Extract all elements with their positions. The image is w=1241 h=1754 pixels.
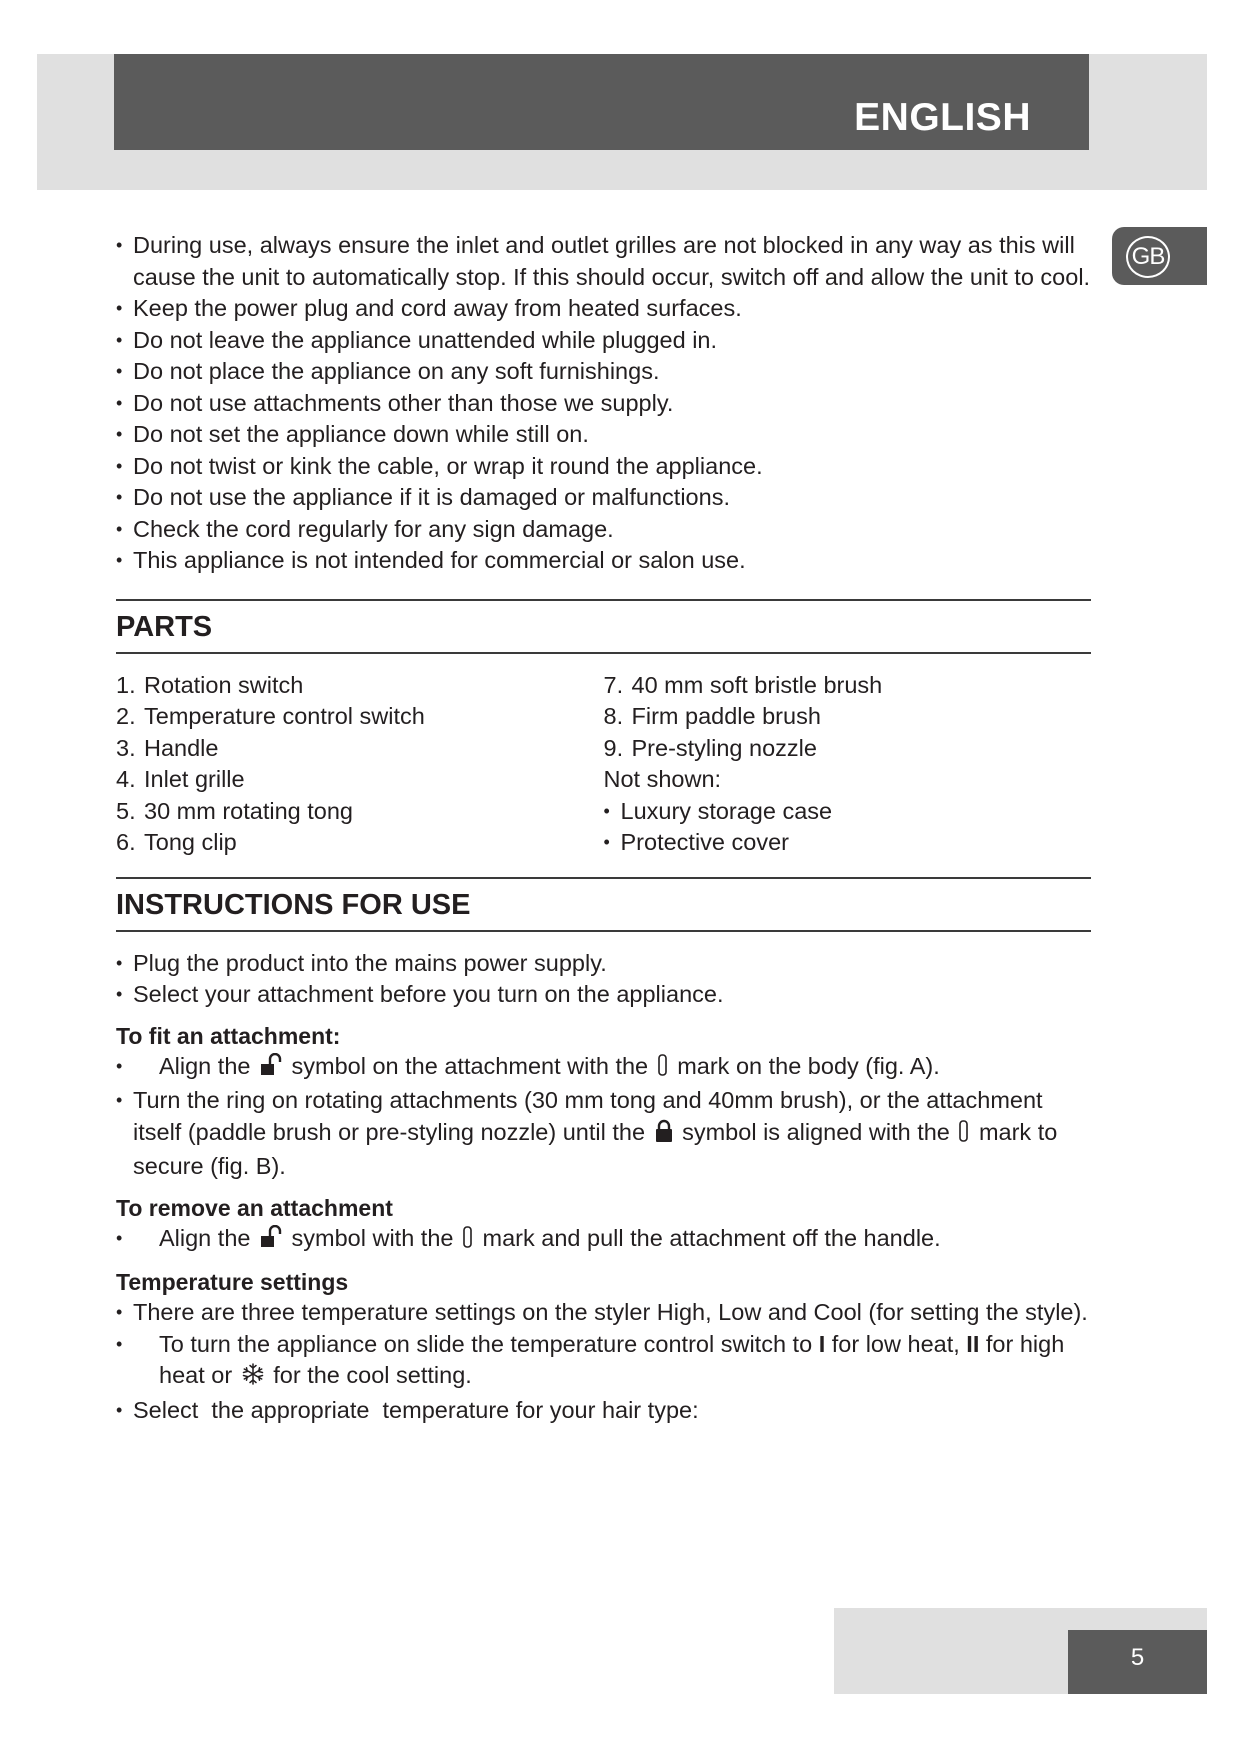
list-item: • Do not twist or kink the cable, or wrap it round the appliance. [116, 451, 1091, 483]
parts-title: PARTS [116, 610, 213, 643]
part-item [116, 670, 604, 702]
part-number: 8. [603, 703, 624, 729]
part-number: 5. [116, 797, 136, 824]
part-item [116, 701, 604, 733]
text-fragment: symbol on the attachment with the [291, 1052, 649, 1079]
text-fragment: for low heat, [831, 1330, 960, 1357]
low-heat-symbol: I [818, 1330, 826, 1357]
main-content [116, 230, 1091, 1426]
list-item [116, 1329, 1091, 1395]
header-bar [114, 54, 1089, 150]
text-fragment: mark to secure (fig. B). [133, 1118, 1058, 1179]
part-item [604, 733, 1092, 765]
list-item: • Do not use attachments other than those we supply. [116, 388, 1091, 420]
list-item [116, 1051, 1091, 1086]
list-item [116, 1085, 1091, 1183]
high-heat-symbol: II [966, 1330, 980, 1357]
snowflake-icon [241, 1362, 265, 1395]
language-title: ENGLISH [854, 96, 1031, 139]
remove-attachment-list [116, 1223, 1091, 1258]
list-item [116, 1223, 1091, 1258]
text-fragment: for high heat or [159, 1330, 1065, 1388]
text-fragment: Align the [159, 1224, 251, 1251]
part-number: 3. [116, 734, 136, 761]
part-label: Inlet grille [144, 766, 245, 792]
temperature-heading: Temperature settings [116, 1269, 349, 1295]
part-item [116, 764, 604, 796]
text-fragment: Align the [159, 1052, 251, 1079]
text-fragment: symbol with the [291, 1224, 454, 1251]
part-label: 40 mm soft bristle brush [631, 671, 883, 698]
list-item: • There are three temperature settings on the styler High, Low and Cool (for setting the style). [116, 1297, 1091, 1329]
gb-badge: GB [1126, 236, 1170, 278]
fit-attachment-heading: To fit an attachment: [116, 1022, 341, 1049]
unlock-icon [259, 1053, 283, 1086]
part-label: Firm paddle brush [631, 703, 821, 729]
instructions-title: INSTRUCTIONS FOR USE [116, 888, 471, 921]
part-item [116, 733, 604, 765]
part-number: 4. [116, 766, 136, 792]
part-number: 9. [603, 734, 624, 761]
lock-icon [654, 1119, 674, 1152]
unlock-icon [259, 1225, 283, 1258]
list-item: • Plug the product into the mains power supply. [116, 948, 1091, 980]
text-fragment: symbol is aligned with the [682, 1118, 950, 1145]
fit-attachment-list [116, 1051, 1091, 1183]
alignment-mark-icon [657, 1053, 669, 1086]
page-number: 5 [1130, 1644, 1145, 1671]
part-item [604, 701, 1092, 733]
part-number: 1. [116, 671, 136, 698]
list-item: • Select your attachment before you turn on the appliance. [116, 979, 1091, 1011]
part-number: 6. [116, 829, 136, 855]
list-item: • Do not place the appliance on any soft furnishings. [116, 356, 1091, 388]
list-item: • During use, always ensure the inlet and outlet grilles are not blocked in any way as this will cause the unit to automatically stop. If this should occur, switch off and allow the unit to cool. [116, 230, 1091, 293]
instructions-list [116, 948, 1091, 1011]
alignment-mark-icon [462, 1225, 474, 1258]
not-shown-label: Not shown: [603, 766, 722, 792]
text-fragment: To turn the appliance on slide the temperature control switch to [159, 1330, 813, 1357]
safety-list [116, 230, 1091, 577]
part-label: Pre-styling nozzle [631, 734, 817, 761]
text-fragment: mark on the body (fig. A). [677, 1052, 940, 1079]
part-item [604, 670, 1092, 702]
list-item: • Do not set the appliance down while still on. [116, 419, 1091, 451]
parts-column-left [116, 670, 604, 859]
not-shown-list [604, 796, 1092, 859]
text-fragment: for the cool setting. [273, 1362, 472, 1388]
part-label: 30 mm rotating tong [144, 797, 353, 824]
list-item: • Select the appropriate temperature for your hair type: [116, 1395, 1091, 1427]
parts-column-right [604, 670, 1092, 859]
list-item: • Do not use the appliance if it is damaged or malfunctions. [116, 482, 1091, 514]
list-item: • Do not leave the appliance unattended while plugged in. [116, 325, 1091, 357]
temperature-list [116, 1297, 1091, 1426]
part-item [116, 827, 604, 859]
list-item: • This appliance is not intended for commercial or salon use. [116, 545, 1091, 577]
part-label: Handle [144, 734, 219, 761]
parts-list [116, 654, 1091, 859]
part-label: Rotation switch [144, 671, 304, 698]
text-fragment: mark and pull the attachment off the handle. [482, 1224, 941, 1251]
page-number-box [1068, 1630, 1207, 1694]
text-fragment: Turn the ring on rotating attachments (30 mm tong and 40mm brush), or the attachment itself (paddle brush or pre-styling nozzle) until the [133, 1087, 1043, 1145]
remove-attachment-heading: To remove an attachment [116, 1194, 393, 1221]
part-number: 2. [116, 703, 136, 729]
language-tab [1112, 227, 1207, 285]
part-label: Temperature control switch [144, 703, 425, 729]
part-label: Tong clip [144, 829, 237, 855]
list-item: • Keep the power plug and cord away from heated surfaces. [116, 293, 1091, 325]
part-item [116, 796, 604, 828]
list-item: • Protective cover [604, 827, 1092, 859]
list-item: • Check the cord regularly for any sign damage. [116, 514, 1091, 546]
alignment-mark-icon [958, 1119, 970, 1152]
list-item: • Luxury storage case [604, 796, 1092, 828]
part-number: 7. [603, 671, 624, 698]
